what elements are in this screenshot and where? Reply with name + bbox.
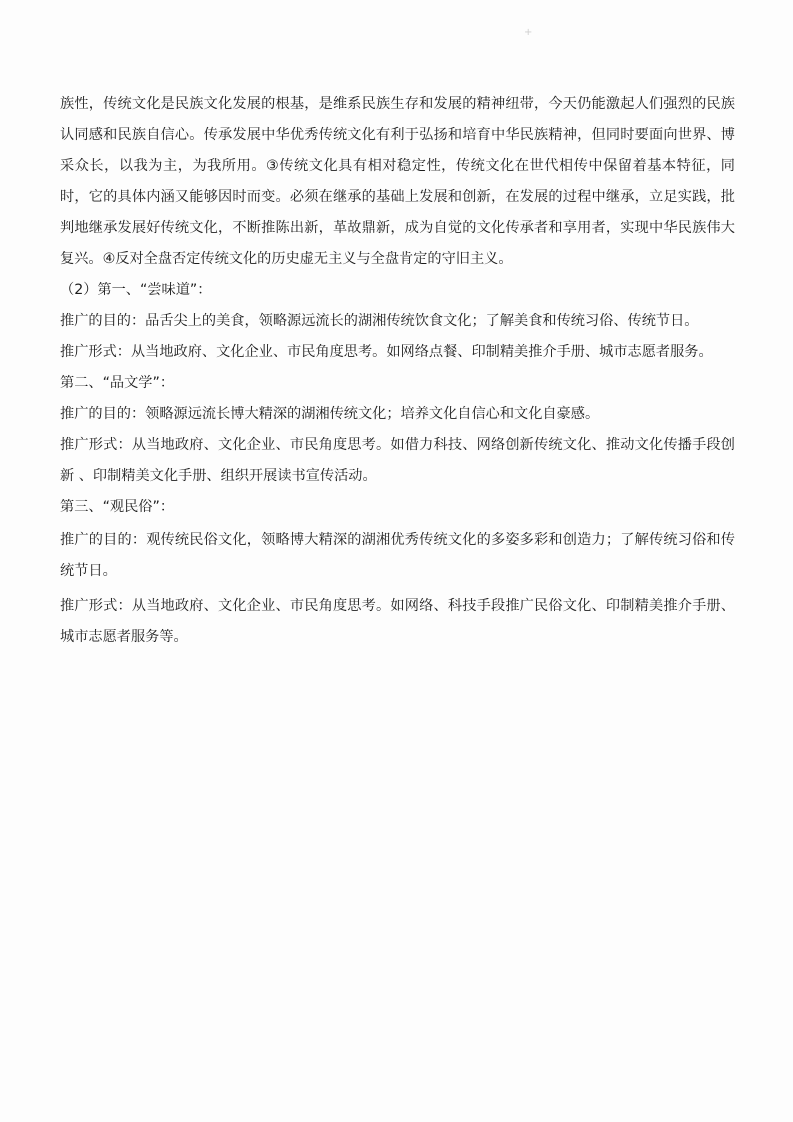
- section3-form-paragraph: 推广形式：从当地政府、文化企业、市民角度思考。如网络、科技手段推广民俗文化、印制精美推介手册、城市志愿者服务等。: [60, 598, 735, 645]
- continued-answer-paragraph: 族性，传统文化是民族文化发展的根基，是维系民族生存和发展的精神纽带，今天仍能激起人们强烈的民族认同感和民族自信心。传承发展中华优秀传统文化有利于弘扬和培育中华民族精神，但同时要面向世界、博采众长，以我为主，为我所用。③传统文化具有相对稳定性，传统文化在世代相传中保留着基本特征，同时，它的具体内涵又能够因时而变。必须在继承的基础上发展和创新，在发展的过程中继承，立足实践，批判地继承发展好传统文化，不断推陈出新，革故鼎新，成为自觉的文化传承者和享用者，实现中华民族伟大复兴。④反对全盘否定传统文化的历史虚无主义与全盘肯定的守旧主义。: [60, 96, 735, 267]
- part2-section1-heading: （2）第一、“尝味道”：: [60, 282, 212, 298]
- section3-heading: 第三、“观民俗”：: [60, 499, 175, 515]
- page-artifact-mark: +: [524, 27, 533, 38]
- section1-purpose-paragraph: 推广的目的：品舌尖上的美食，领略源远流长的湖湘传统饮食文化；了解美食和传统习俗、传统节日。: [60, 313, 699, 329]
- section1-form-paragraph: 推广形式：从当地政府、文化企业、市民角度思考。如网络点餐、印制精美推介手册、城市志愿者服务。: [60, 344, 713, 360]
- section2-form-paragraph: 推广形式：从当地政府、文化企业、市民角度思考。如借力科技、网络创新传统文化、推动文化传播手段创新 、印制精美文化手册、组织开展读书宣传活动。: [60, 437, 735, 484]
- section2-heading: 第二、“品文学”：: [60, 375, 175, 391]
- section3-purpose-paragraph: 推广的目的：观传统民俗文化，领略博大精深的湖湘优秀传统文化的多姿多彩和创造力；了解传统习俗和传统节日。: [60, 532, 735, 579]
- section2-purpose-paragraph: 推广的目的：领略源远流长博大精深的湖湘传统文化；培养文化自信心和文化自豪感。: [60, 406, 600, 422]
